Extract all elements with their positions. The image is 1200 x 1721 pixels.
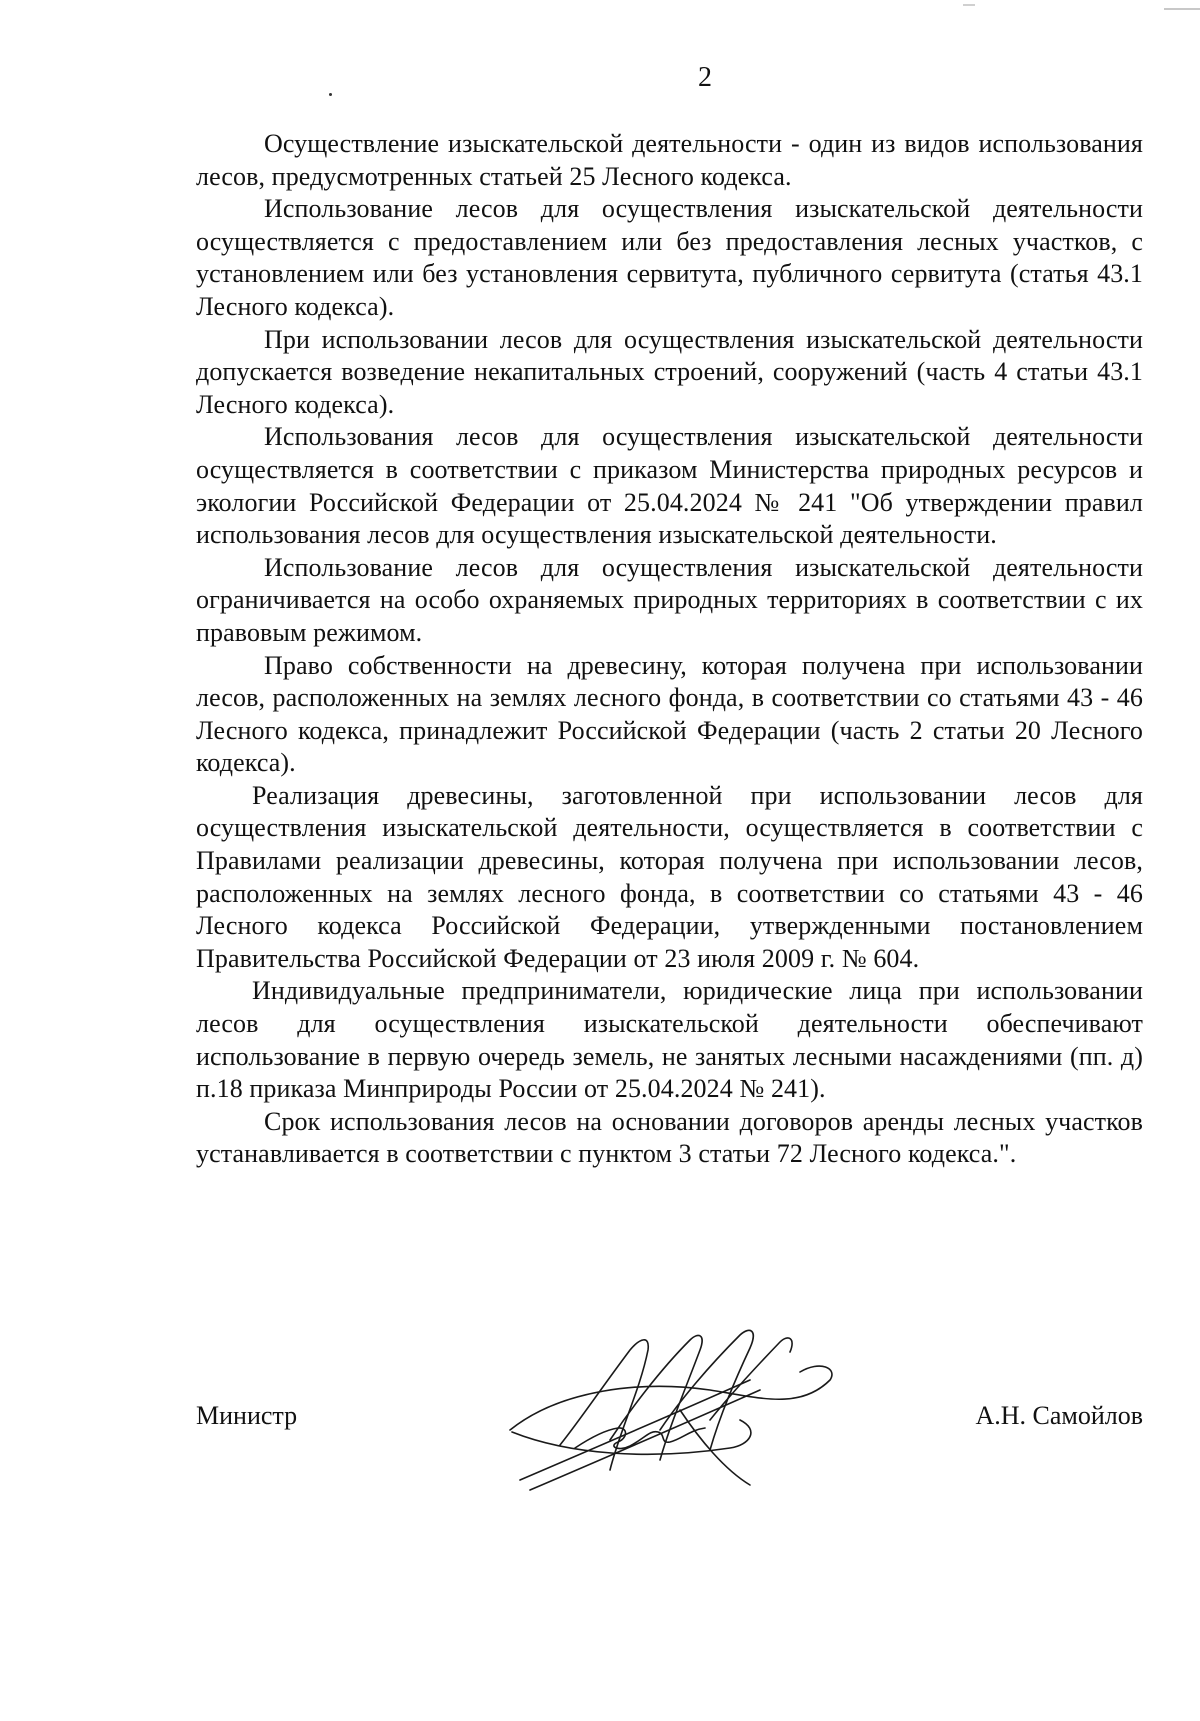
scan-edge-mark	[963, 0, 975, 6]
page-number-text: 2	[698, 62, 712, 93]
paragraph: Реализация древесины, заготовленной при использовании лесов для осуществления изыскательской деятельности, осуществляется в соответствии с Правилами реализации древесины, которая получена при использовании лесов, расположенных на землях лесного фонда, в соответствии со статьями 43 - 46 Лесного кодекса Российской Федерации, утвержденными постановлением Правительства Российской Федерации от 23 июля 2009 г. № 604.	[196, 780, 1143, 973]
signatory-title: Министр	[196, 1401, 298, 1430]
paragraph: Использование лесов для осуществления изыскательской деятельности ограничивается на особо охраняемых природных территориях в соответствии с их правовым режимом.	[196, 552, 1143, 647]
signatory-name: А.Н. Самойлов	[975, 1401, 1143, 1430]
paragraph: Право собственности на древесину, которая получена при использовании лесов, расположенных на землях лесного фонда, в соответствии со статьями 43 - 46 Лесного кодекса, принадлежит Российской Федерации (часть 2 статьи 20 Лесного кодекса).	[196, 650, 1143, 778]
paragraph: Срок использования лесов на основании договоров аренды лесных участков устанавливается в соответствии с пунктом 3 статьи 72 Лесного кодекса.".	[196, 1106, 1143, 1169]
paragraph: Осуществление изыскательской деятельности - один из видов использования лесов, предусмотренных статьей 25 Лесного кодекса.	[196, 129, 1143, 191]
signature-block	[196, 1400, 1143, 1440]
page-number	[0, 62, 1200, 94]
scan-edge-mark	[1164, 0, 1200, 10]
paragraph: Использования лесов для осуществления изыскательской деятельности осуществляется в соответствии с приказом Министерства природных ресурсов и экологии Российской Федерации от 25.04.2024 № 241 "Об утверждении правил использования лесов для осуществления изыскательской деятельности.	[196, 422, 1143, 550]
paragraph: Индивидуальные предприниматели, юридические лица при использовании лесов для осуществления изыскательской деятельности обеспечивают использование в первую очередь земель, не занятых лесными насаждениями (пп. д) п.18 приказа Минприроды России от 25.04.2024 № 241).	[196, 976, 1143, 1104]
paragraph: Использование лесов для осуществления изыскательской деятельности осуществляется с предоставлением или без предоставления лесных участков, с установлением или без установления сервитута, публичного сервитута (статья 43.1 Лесного кодекса).	[196, 194, 1143, 321]
paragraph: При использовании лесов для осуществления изыскательской деятельности допускается возведение некапитальных строений, сооружений (часть 4 статьи 43.1 Лесного кодекса).	[196, 324, 1143, 419]
document-body	[196, 128, 1143, 1171]
